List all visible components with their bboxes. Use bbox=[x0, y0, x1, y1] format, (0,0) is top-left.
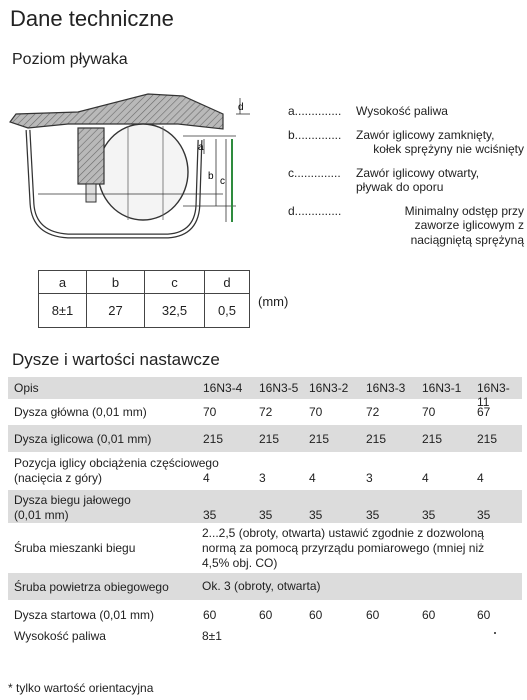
header-col: 16N3-1 bbox=[422, 381, 462, 395]
table-row bbox=[8, 400, 522, 425]
cell-value: 72 bbox=[259, 405, 273, 419]
header-b: b bbox=[87, 271, 145, 294]
cell-value: 4 bbox=[203, 471, 210, 485]
cell-value: 70 bbox=[422, 405, 436, 419]
row-label: Dysza startowa (0,01 mm) bbox=[14, 608, 155, 622]
cell-value: 60 bbox=[366, 608, 380, 622]
row-span-text: 4,5% obj. CO) bbox=[202, 556, 278, 570]
cell-value: 35 bbox=[477, 508, 491, 522]
cell-value: 215 bbox=[309, 432, 330, 446]
float-level-table bbox=[38, 270, 250, 328]
label-a: a bbox=[198, 142, 204, 153]
row-label: (0,01 mm) bbox=[14, 508, 69, 522]
float-chamber-diagram bbox=[8, 84, 258, 254]
label-c: c bbox=[220, 176, 225, 187]
label-b: b bbox=[208, 171, 214, 182]
cell-value: 215 bbox=[366, 432, 387, 446]
row-span-text: 2...2,5 (obroty, otwarta) ustawić zgodnie z dozwoloną bbox=[202, 526, 484, 540]
cell-value: 60 bbox=[422, 608, 436, 622]
row-span-text: normą za pomocą przyrządu pomiarowego (mniej niż bbox=[202, 541, 485, 555]
row-label: Dysza iglicowa (0,01 mm) bbox=[14, 432, 152, 446]
unit-label: (mm) bbox=[258, 294, 289, 309]
header-col: 16N3-5 bbox=[259, 381, 299, 395]
cell-value: 35 bbox=[309, 508, 323, 522]
stray-dot bbox=[494, 632, 496, 634]
table-row bbox=[8, 490, 522, 524]
table-row bbox=[8, 425, 522, 453]
cell-value: 215 bbox=[422, 432, 443, 446]
row-label: Pozycja iglicy obciążenia częściowego bbox=[14, 456, 219, 470]
cell-value: 4 bbox=[477, 471, 484, 485]
legend-item-b: b.............. Zawór iglicowy zamknięty, kołek sprężyny nie wciśnięty bbox=[288, 127, 524, 156]
cell-value: 72 bbox=[366, 405, 380, 419]
cell-value: 35 bbox=[422, 508, 436, 522]
legend-item-a: a.............. Wysokość paliwa bbox=[288, 104, 448, 118]
cell-value: 215 bbox=[259, 432, 280, 446]
cell-value: 3 bbox=[259, 471, 266, 485]
row-span-text: Ok. 3 (obroty, otwarta) bbox=[202, 579, 321, 593]
section-title-float-level: Poziom pływaka bbox=[12, 51, 128, 68]
legend-item-c: c.............. Zawór iglicowy otwarty, pływak do oporu bbox=[288, 165, 480, 194]
cell-value: 60 bbox=[259, 608, 273, 622]
table-row bbox=[8, 453, 522, 490]
header-col: 16N3-4 bbox=[203, 381, 243, 395]
table-row bbox=[8, 629, 522, 643]
value-b: 27 bbox=[87, 294, 145, 328]
table-row bbox=[8, 524, 522, 573]
label-d: d bbox=[238, 102, 244, 113]
header-d: d bbox=[205, 271, 250, 294]
cell-value: 3 bbox=[366, 471, 373, 485]
cell-value: 60 bbox=[203, 608, 217, 622]
header-col: 16N3-2 bbox=[309, 381, 349, 395]
cell-value: 67 bbox=[477, 405, 491, 419]
cell-value: 70 bbox=[203, 405, 217, 419]
header-opis: Opis bbox=[14, 381, 39, 395]
row-label: (nacięcia z góry) bbox=[14, 471, 103, 485]
cell-value: 215 bbox=[477, 432, 498, 446]
cell-value: 70 bbox=[309, 405, 323, 419]
table-row bbox=[8, 573, 522, 601]
diagram-legend bbox=[288, 104, 524, 256]
header-a: a bbox=[39, 271, 87, 294]
cell-value: 60 bbox=[309, 608, 323, 622]
footnote: * tylko wartość orientacyjna bbox=[8, 681, 154, 695]
row-label: Wysokość paliwa bbox=[14, 629, 106, 643]
cell-value: 35 bbox=[259, 508, 273, 522]
row-label: Śruba mieszanki biegu bbox=[14, 541, 136, 555]
cell-value: 4 bbox=[309, 471, 316, 485]
cell-value: 35 bbox=[366, 508, 380, 522]
row-span-text: 8±1 bbox=[202, 629, 222, 643]
cell-value: 60 bbox=[477, 608, 491, 622]
header-col: 16N3-11 bbox=[477, 381, 510, 409]
header-c: c bbox=[145, 271, 205, 294]
table-row bbox=[8, 601, 522, 629]
value-d: 0,5 bbox=[205, 294, 250, 328]
header-col: 16N3-3 bbox=[366, 381, 406, 395]
row-label: Dysza biegu jałowego bbox=[14, 493, 131, 507]
table-header-row bbox=[8, 377, 522, 409]
value-c: 32,5 bbox=[145, 294, 205, 328]
cell-value: 35 bbox=[203, 508, 217, 522]
row-label: Śruba powietrza obiegowego bbox=[14, 580, 169, 594]
legend-item-d: d.............. Minimalny odstęp przy zaworze iglicowym z naciągniętą sprężyną bbox=[288, 203, 524, 247]
value-a: 8±1 bbox=[39, 294, 87, 328]
jets-settings-table bbox=[8, 377, 522, 643]
section-title-jets: Dysze i wartości nastawcze bbox=[12, 350, 220, 369]
row-label: Dysza główna (0,01 mm) bbox=[14, 405, 147, 419]
cell-value: 4 bbox=[422, 471, 429, 485]
page-title: Dane techniczne bbox=[10, 6, 174, 31]
cell-value: 215 bbox=[203, 432, 224, 446]
